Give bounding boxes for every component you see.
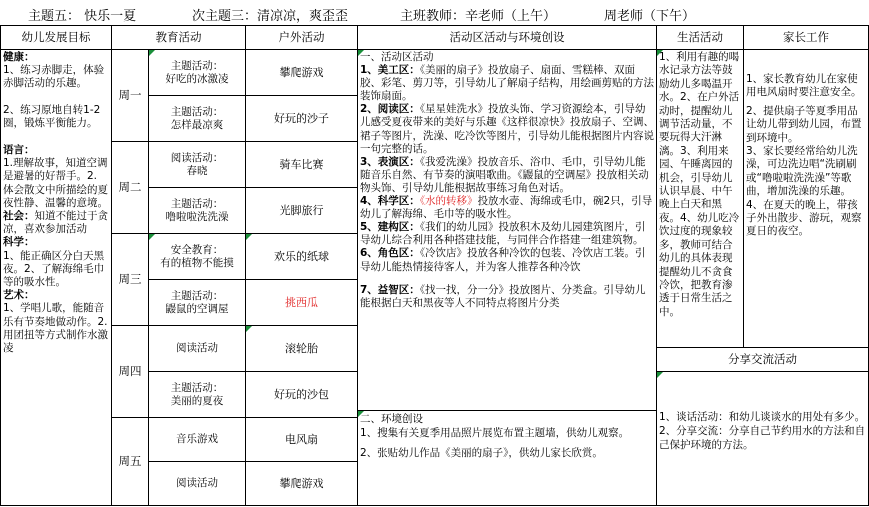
edu-activity: 主题活动： 美丽的夏夜 [170,381,224,407]
goal-social-1: 知道不能过于贪凉，喜欢参加活动 [3,210,108,236]
sub-theme-title: 次主题三：清凉凉，爽歪歪 [192,9,349,24]
area-reading-text: 《星星娃洗水》投放头饰、学习资源绘本，引导幼儿感受夏夜带来的美好与乐趣《这样很凉快》投放扇子、空调、裙子等图片，洗澡、吃冷饮等图片，引导幼儿能根据图片内容说一句完整的话。 [360,103,654,155]
col-header-edu: 教育活动 [155,30,202,44]
outdoor-activity: 好玩的沙子 [274,112,329,125]
week-label: 周四 [118,364,142,378]
area-construction-text: 《我们的幼儿园》投放积木及幼儿园建筑图片，引导幼儿综合利用各种搭建技能，与同伴合作搭建一组建筑物。 [360,221,646,247]
area-section-title: 一、活动区活动 [360,51,434,63]
environment-creation [360,412,654,504]
edu-activity: 主题活动： 鼹鼠的空调屋 [165,289,229,315]
theme-title: 主题五： 快乐一夏 [28,9,137,24]
col-header-goals: 幼儿发展目标 [21,30,91,44]
edu-activity: 安全教育： 有的植物不能摸 [160,243,234,269]
parent-item-2: 2、提供扇子等夏季用品让幼儿带到幼儿园，布置到环境中。 [746,104,862,144]
goal-science-heading: 科学： [3,236,35,249]
edu-activity: 阅读活动 [176,342,218,354]
area-puzzle-text: 《找一找，分一分》投放图片、分类盒。引导幼儿能根据白天和黑夜等人不同特点将图片分类 [360,283,646,309]
edu-activity: 阅读活动： 春晓 [170,151,224,177]
outdoor-activity: 欢乐的纸球 [274,250,329,263]
area-performance-text: 《我爱洗澡》投放音乐、浴巾、毛巾，引导幼儿能随音乐自然、有节奏的演唱歌曲。《鼹鼠的空调屋》投放相关动物头饰、引导幼儿能根据故事练习角色对话。 [360,155,649,194]
col-header-outdoor: 户外活动 [278,30,325,44]
area-science-heading: 4、科学区： [360,195,420,208]
parent-item-1: 1、家长教育幼儿在家使用电风扇时要注意安全。 [746,73,862,99]
area-puzzle-heading: 7、益智区： [360,283,420,296]
week-label: 周二 [118,180,142,194]
edu-activity: 阅读活动 [176,477,218,489]
outdoor-activity: 骑车比赛 [279,158,324,171]
area-construction-heading: 5、建构区： [360,221,420,234]
share-item-1: 1、谈话活动：和幼儿谈谈水的用处有多少。 [659,411,866,423]
share-activities [659,410,867,504]
env-item-2: 2、张贴幼儿作品《美丽的扇子》，供幼儿家长欣赏。 [360,447,603,459]
area-art-text: 《美丽的扇子》投放扇子、扇面、雪糕棒、双面胶、彩笔、剪刀等，引导幼儿了解扇子结构，用绘画剪贴的方法装饰扇面。 [360,64,654,103]
parent-work [746,51,867,346]
life-activities: 1、利用有趣的喝水记录方法等鼓励幼儿多喝温开水。2、在户外活动时，提醒幼儿调节活动量，不要玩得大汗淋漓。3、利用来园、午睡离园的机会，引导幼儿认识早晨、中午晚上白天和黑夜。4、幼儿吃冷饮过度的现象较多，教师可结合幼儿的具体表现提醒幼儿不贪食冷饮，把教育渗透于日常生活之中。 [659,51,740,318]
goal-language-heading: 语言： [3,144,35,157]
share-item-2: 2、分享交流：分享自己节约用水的方法和自己保护环境的方法。 [659,425,866,451]
env-item-1: 1、搜集有关夏季用品照片展览布置主题墙，供幼儿观察。 [360,427,630,439]
outdoor-activity: 好玩的沙包 [274,388,329,401]
week-label: 周五 [118,454,142,468]
goal-science-1: 1、能正确区分白天黑夜。2、了解海绵毛巾等的吸水性。 [3,249,105,289]
goal-language-1: 1.理解故事，知道空调是避暑的好帮手。2. 体会散文中所描绘的夏夜性静、温馨的意境。 [3,157,108,209]
edu-activity: 主题活动： 噜啦啦洗洗澡 [165,197,229,223]
outdoor-activity: 攀爬游戏 [279,477,324,490]
edu-activity: 主题活动： 好吃的冰激凌 [165,59,229,85]
goal-health-heading: 健康： [3,51,35,63]
area-science-text: 投放水壶、海绵或毛巾，碗2只，引导幼儿了解海绵、毛巾等的吸水性。 [360,195,653,221]
outdoor-activity-highlight: 挑西瓜 [285,296,318,309]
outdoor-activity: 光脚旅行 [279,204,324,217]
teacher-label: 主班教师：辛老师（上午） [400,9,557,24]
parent-item-3: 3、家长要经常给幼儿洗澡，可边洗边唱“洗刷刷或“噜啦啦洗洗澡”等歌曲，增加洗澡的乐趣。 [746,145,858,198]
outdoor-activity: 电风扇 [285,433,318,446]
area-role-heading: 6、角色区： [360,247,420,260]
area-role-text: 《冷饮店》投放各种冷饮的包装、冷饮店工装。引导幼儿能热情接待客人，并为客人推荐各种冷饮 [360,247,646,273]
edu-activity: 主题活动： 怎样最凉爽 [170,105,224,131]
parent-item-4: 4、在夏天的晚上，带孩子外出散步、游玩，观察夏日的夜空。 [746,198,862,238]
development-goals [3,51,109,503]
area-performance-heading: 3、表演区： [360,155,420,168]
area-activities [360,51,654,409]
col-header-area: 活动区活动与环境创设 [449,30,565,44]
week-label: 周一 [118,88,142,102]
share-title: 分享交流活动 [728,352,797,366]
goal-social-heading: 社会： [3,210,35,223]
edu-activity: 音乐游戏 [176,433,218,445]
area-science-highlight: 《水的转移》 [419,195,478,208]
col-header-life: 生活活动 [677,30,723,44]
area-art-heading: 1、美工区： [360,64,420,77]
goal-health-1: 1、练习赤脚走，体验赤脚活动的乐趣。 [3,64,105,90]
goal-health-2: 2、练习原地自转1-2圈，锻炼平衡能力。 [3,103,101,129]
cell-marker [657,372,663,378]
teacher-label-2: 周老师（下午） [604,9,696,24]
week-label: 周三 [118,272,142,286]
outdoor-activity: 滚轮胎 [285,342,318,355]
area-reading-heading: 2、阅读区： [360,103,420,116]
goal-art-heading: 艺术： [3,289,35,302]
goal-art-1: 1、学唱儿歌，能随音乐有节奏地做动作。2.用团扭等方式制作水激凌 [3,302,108,355]
outdoor-activity: 攀爬游戏 [279,66,324,79]
env-section-title: 二、环境创设 [360,413,423,425]
col-header-parent: 家长工作 [783,30,829,44]
